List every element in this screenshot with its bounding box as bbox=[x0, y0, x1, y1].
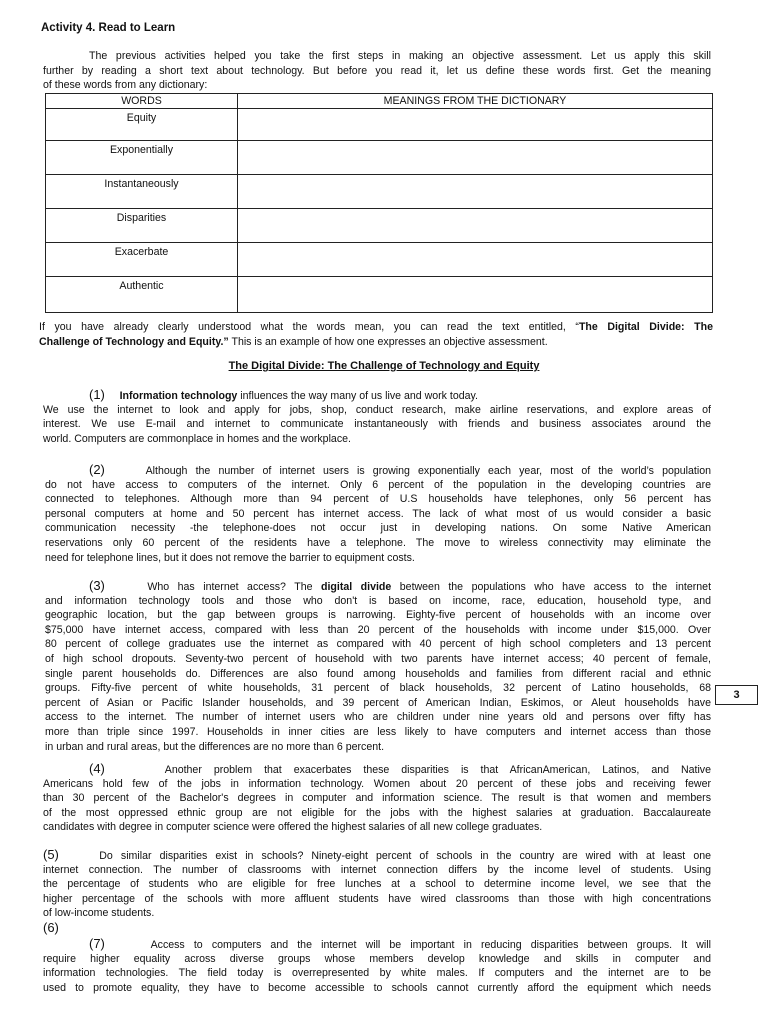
paragraph-line: personal computers at home and 50 percent has internet access. The lack of what most of us would consider a basic bbox=[45, 507, 711, 520]
paragraph-text: Do similar disparities exist in schools? Ninety-eight percent of schools in the country are wired with at least one bbox=[99, 850, 712, 862]
word-cell: Disparities bbox=[46, 209, 238, 243]
paragraph-line: of the most oppressed ethnic group are not eligible for the jobs with the highest salaries at graduation. Baccalaureate bbox=[43, 806, 711, 819]
meaning-cell[interactable] bbox=[238, 277, 713, 313]
table-row bbox=[46, 277, 713, 313]
paragraph-line: percent of Asian or Pacific Islander households, and 39 percent of American Indian, Eskimos, or Aleut households have bbox=[45, 696, 711, 709]
paragraph-number: (4) bbox=[89, 761, 105, 776]
intro-line: further by reading a short text about technology. But before you read it, let us define these words first. Get the meaning bbox=[43, 64, 711, 77]
paragraph-3 bbox=[45, 579, 711, 754]
paragraph-line: the percentage of students who are eligible for free lunches at a school to determine income level, we see that the bbox=[43, 878, 711, 891]
paragraph-number: (6) bbox=[43, 919, 59, 935]
meaning-cell[interactable] bbox=[238, 175, 713, 209]
meaning-cell[interactable] bbox=[238, 209, 713, 243]
paragraph-line: 80 percent of college graduates use the internet as compared with 40 percent of high school completers and 13 percent bbox=[45, 638, 711, 651]
paragraph-line: than 30 percent of the Bachelor's degrees in computer and information science. The result is that women and members bbox=[43, 792, 711, 805]
transition-text: If you have already clearly understood what the words mean, you can read the text entitled, “ bbox=[39, 321, 579, 333]
paragraph-text: between the populations who have access to the internet bbox=[391, 581, 712, 593]
meaning-cell[interactable] bbox=[238, 243, 713, 277]
paragraph-line: of high school dropouts. Seventy-two percent of household with two parents have internet access; 40 percent of female, bbox=[45, 652, 711, 665]
paragraph-line: information technologies. The field today is overrepresented by white males. If computers and the internet are to be bbox=[43, 967, 711, 980]
paragraph-number: (5) bbox=[43, 847, 59, 862]
paragraph-line: in urban and rural areas, but the differences are no more than 6 percent. bbox=[45, 740, 385, 753]
paragraph-line: interest. We use E-mail and internet to communicate instantaneously with friends and business associates around the bbox=[43, 418, 711, 431]
transition-line bbox=[39, 320, 713, 335]
paragraph-text: Although the number of internet users is growing exponentially each year, most of the world’s population bbox=[145, 465, 712, 477]
paragraph-first-line bbox=[43, 848, 711, 863]
table-row bbox=[46, 209, 713, 243]
paragraph-number: (2) bbox=[89, 462, 105, 477]
paragraph-number: (3) bbox=[89, 578, 105, 593]
paragraph-text: influences the way many of us live and work today. bbox=[237, 390, 478, 402]
table-row bbox=[46, 243, 713, 277]
paragraph-line: of low-income students. bbox=[43, 907, 155, 920]
paragraph-line: access to the internet. The number of internet users who are children under nine years old and persons over fifty has bbox=[45, 711, 711, 724]
paragraph-line: do not have access to computers of the internet. Only 6 percent of the population in the developing countries are bbox=[45, 478, 711, 491]
paragraph-line bbox=[43, 921, 711, 936]
paragraph-line: We use the internet to look and apply for jobs, shop, conduct research, make airline reservations, and explore areas of bbox=[43, 403, 711, 416]
meanings-column-header: MEANINGS FROM THE DICTIONARY bbox=[238, 94, 713, 109]
article-title: The Digital Divide: The Challenge of Technology and Equity bbox=[228, 360, 540, 372]
paragraph-line: groups. Fifty-five percent of white households, 31 percent of black households, 32 percent of Latino households, 68 bbox=[45, 682, 711, 695]
paragraph-line: higher percentage of the schools with more affluent students have wired classrooms than those with high concentrations bbox=[43, 892, 711, 905]
paragraph-first-line bbox=[43, 388, 711, 403]
word-cell: Equity bbox=[46, 109, 238, 141]
activity-title: Activity 4. Read to Learn bbox=[41, 22, 176, 34]
paragraph-line: candidates with degree in computer science were offered the highest salaries of all new college graduates. bbox=[43, 821, 543, 834]
transition-bold-text: The Digital Divide: The bbox=[578, 321, 713, 333]
paragraph-line: need for telephone lines, but it does not remove the barrier to equipment costs. bbox=[45, 551, 415, 564]
page-number: 3 bbox=[715, 685, 758, 705]
paragraph-first-line bbox=[43, 762, 711, 777]
intro-paragraph bbox=[43, 49, 711, 93]
paragraph-first-line bbox=[45, 463, 711, 478]
paragraph-line: Americans hold few of the jobs in information technology. Women about 20 percent of these jobs and receiving fewer bbox=[43, 777, 711, 790]
paragraph-4 bbox=[43, 762, 711, 835]
table-row bbox=[46, 175, 713, 209]
words-column-header: WORDS bbox=[46, 94, 238, 109]
vocabulary-table bbox=[45, 93, 713, 313]
word-cell: Authentic bbox=[46, 277, 238, 313]
bold-term: digital divide bbox=[320, 581, 392, 593]
transition-text: This is an example of how one expresses an objective assessment. bbox=[228, 335, 548, 348]
paragraph-5 bbox=[43, 848, 711, 936]
paragraph-number: (7) bbox=[89, 936, 105, 951]
paragraph-line: communication necessity -the telephone-does not occur just in developing nations. On some Native American bbox=[45, 522, 711, 535]
paragraph-text: Who has internet access? The bbox=[147, 581, 321, 593]
word-cell: Instantaneously bbox=[46, 175, 238, 209]
paragraph-1 bbox=[43, 388, 711, 446]
intro-line: The previous activities helped you take the first steps in making an objective assessment. Let us apply this skill bbox=[89, 50, 711, 62]
paragraph-line: require higher equality across diverse groups whose members develop knowledge and skills in computer and bbox=[43, 952, 711, 965]
word-cell: Exacerbate bbox=[46, 243, 238, 277]
paragraph-text: Access to computers and the internet will be important in reducing disparities between groups. It will bbox=[150, 939, 711, 951]
paragraph-line: internet connection. The number of classrooms with internet connection differs by the income level of students. Using bbox=[43, 863, 711, 876]
paragraph-line: geographic location, but the gap between groups is narrowing. Eighty-five percent of households with an income over bbox=[45, 609, 711, 622]
paragraph-line: used to promote equality, they have to become accessible to schools cannot currently afford the equipment which needs bbox=[43, 981, 711, 994]
paragraph-number: (1) bbox=[89, 387, 105, 402]
paragraph-first-line bbox=[43, 937, 711, 952]
paragraph-line: reservations only 60 percent of the residents have a telephone. The move to wireless connectivity may eliminate the bbox=[45, 536, 711, 549]
bold-term: Information technology bbox=[119, 390, 238, 402]
meaning-cell[interactable] bbox=[238, 109, 713, 141]
paragraph-line: $75,000 have internet access, compared with less than 20 percent of the households with income under $15,000. Over bbox=[45, 623, 711, 636]
paragraph-line: and information technology tools and those who don't is based on income, race, education, household type, and bbox=[45, 594, 711, 607]
paragraph-line: connected to telephones. Although more than 94 percent of U.S households have telephones, only 56 percent has bbox=[45, 493, 711, 506]
table-row bbox=[46, 109, 713, 141]
paragraph-line: world. Computers are commonplace in homes and the workplace. bbox=[43, 432, 351, 445]
intro-line: of these words from any dictionary: bbox=[43, 79, 208, 92]
table-header-row bbox=[46, 94, 713, 109]
transition-bold-text: Challenge of Technology and Equity.” bbox=[39, 335, 229, 348]
paragraph-text: Another problem that exacerbates these disparities is that AfricanAmerican, Latinos, and Native bbox=[164, 764, 711, 776]
paragraph-7 bbox=[43, 937, 711, 995]
word-cell: Exponentially bbox=[46, 141, 238, 175]
meaning-cell[interactable] bbox=[238, 141, 713, 175]
paragraph-first-line bbox=[45, 579, 711, 594]
paragraph-line: single parent households do. Differences are also found among households and families from different racial and ethnic bbox=[45, 667, 711, 680]
table-row bbox=[46, 141, 713, 175]
transition-paragraph bbox=[39, 320, 713, 349]
paragraph-line: more than triple since 1997. Households in inner cities are less likely to have computers and internet access than those bbox=[45, 725, 711, 738]
transition-line bbox=[39, 335, 713, 350]
paragraph-2 bbox=[45, 463, 711, 565]
